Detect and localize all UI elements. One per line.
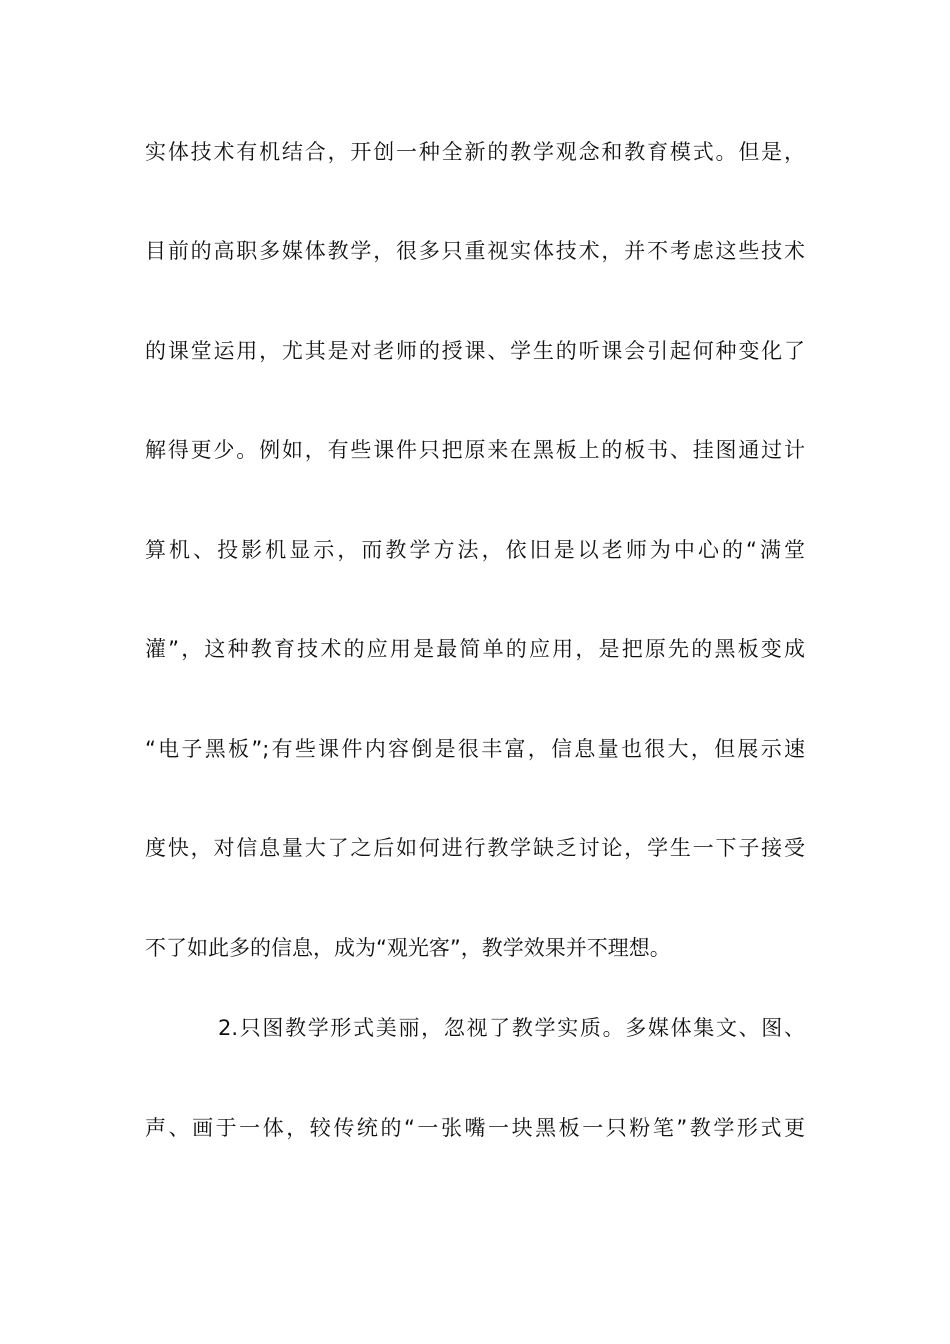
text-line-2: 目前的高职多媒体教学，很多只重视实体技术，并不考虑这些技术	[145, 239, 805, 263]
text-line-11: 声、画于一体，较传统的“一张嘴一块黑板一只粉笔”教学形式更	[145, 1116, 805, 1140]
text-line-9: 不了如此多的信息，成为“观光客”，教学效果并不理想。	[145, 936, 671, 960]
text-line-1: 实体技术有机结合，开创一种全新的教学观念和教育模式。但是，	[145, 140, 805, 164]
text-line-10: 2.只图教学形式美丽，忽视了教学实质。多媒体集文、图、	[218, 1016, 805, 1040]
text-line-5: 算机、投影机显示，而教学方法，依旧是以老师为中心的“满堂	[145, 538, 805, 562]
text-line-7: “电子黑板”;有些课件内容倒是很丰富，信息量也很大，但展示速	[145, 737, 805, 761]
text-line-4: 解得更少。例如，有些课件只把原来在黑板上的板书、挂图通过计	[145, 438, 805, 462]
text-line-6: 灌”，这种教育技术的应用是最简单的应用，是把原先的黑板变成	[145, 637, 805, 661]
text-line-8: 度快，对信息量大了之后如何进行教学缺乏讨论，学生一下子接受	[145, 836, 805, 860]
text-line-3: 的课堂运用，尤其是对老师的授课、学生的听课会引起何种变化了	[145, 339, 805, 363]
